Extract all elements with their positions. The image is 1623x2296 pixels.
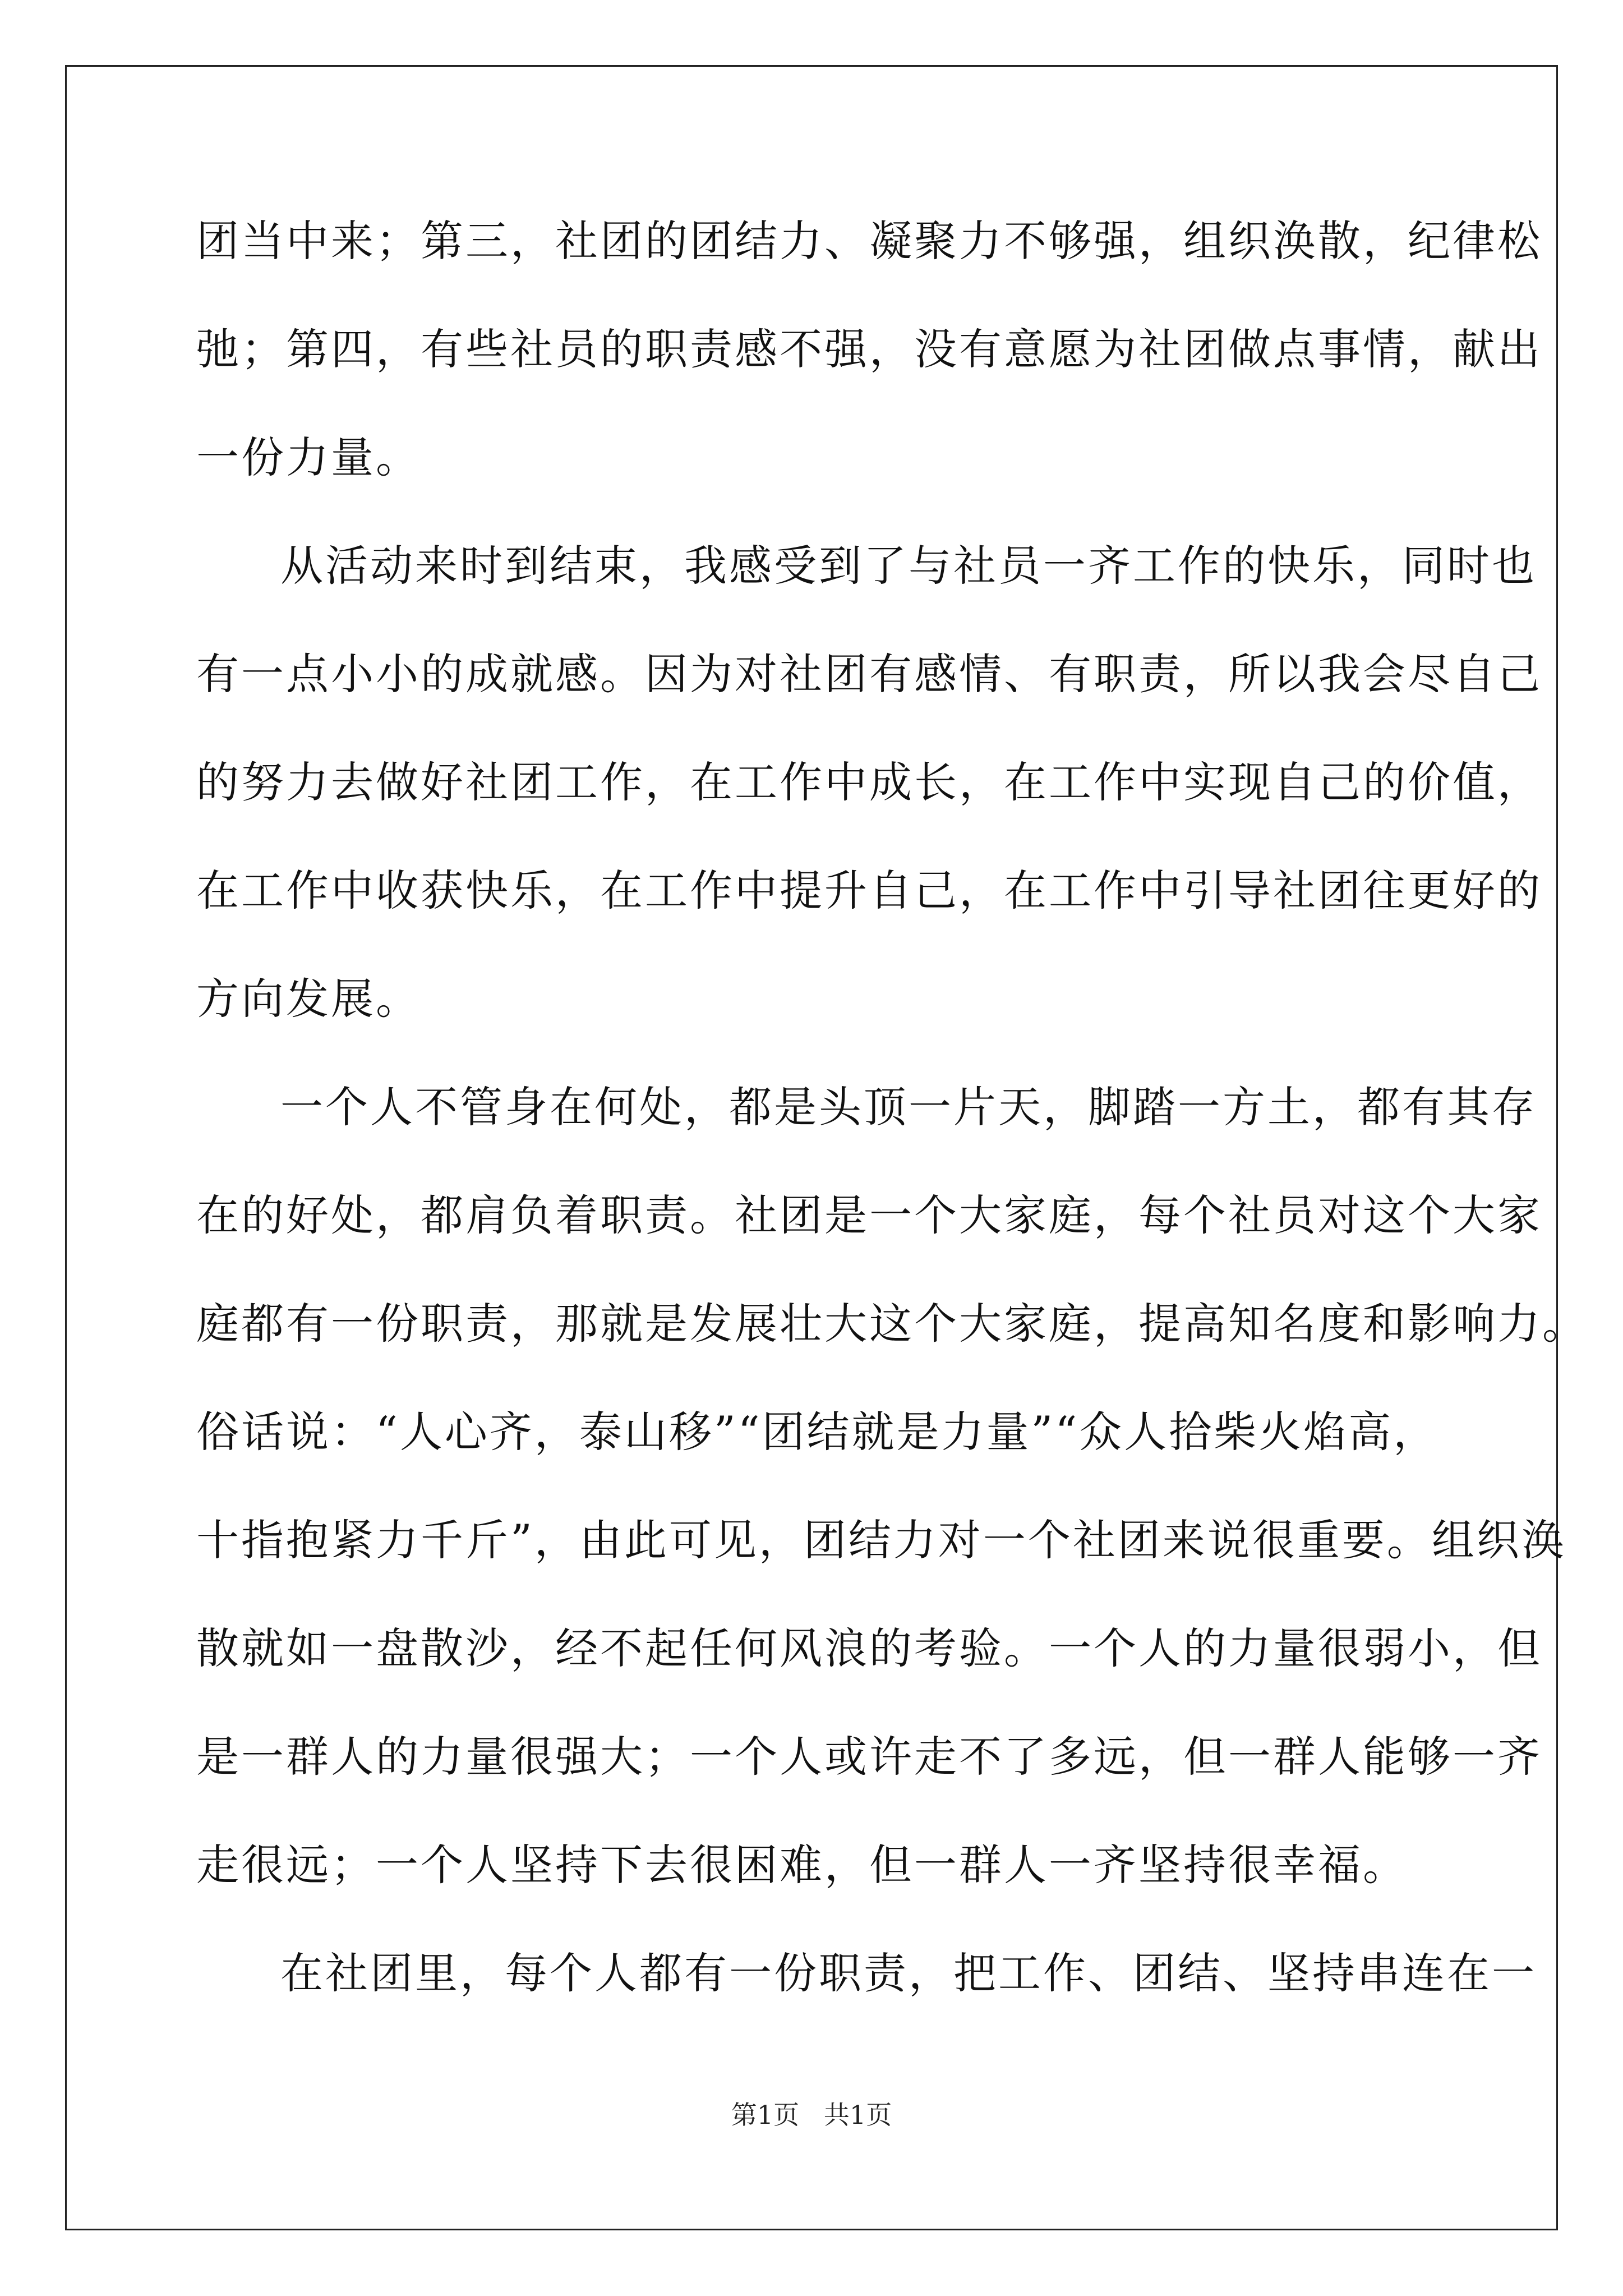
text-line-2: 弛；第四，有些社员的职责感不强，没有意愿为社团做点事情，献出 bbox=[196, 324, 1542, 374]
text-line-17: 在社团里，每个人都有一份职责，把工作、团结、坚持串连在一 bbox=[280, 1948, 1537, 1998]
text-line-14: 散就如一盘散沙，经不起任何风浪的考验。一个人的力量很弱小，但 bbox=[196, 1623, 1542, 1673]
text-line-1: 团当中来；第三，社团的团结力、凝聚力不够强，组织涣散，纪律松 bbox=[196, 216, 1542, 266]
text-line-11: 庭都有一份职责，那就是发展壮大这个大家庭，提高知名度和影响力。 bbox=[196, 1299, 1587, 1349]
text-line-13: 十指抱紧力千斤”，由此可见，团结力对一个社团来说很重要。组织涣 bbox=[196, 1515, 1566, 1565]
text-line-8: 方向发展。 bbox=[196, 974, 421, 1024]
text-line-10: 在的好处，都肩负着职责。社团是一个大家庭，每个社员对这个大家 bbox=[196, 1190, 1542, 1240]
text-line-4: 从活动来时到结束，我感受到了与社员一齐工作的快乐，同时也 bbox=[280, 541, 1537, 591]
text-line-6: 的努力去做好社团工作，在工作中成长，在工作中实现自己的价值， bbox=[196, 757, 1542, 807]
text-line-9: 一个人不管身在何处，都是头顶一片天，脚踏一方土，都有其存 bbox=[280, 1082, 1537, 1132]
text-line-16: 走很远；一个人坚持下去很困难，但一群人一齐坚持很幸福。 bbox=[196, 1840, 1408, 1890]
text-line-15: 是一群人的力量很强大；一个人或许走不了多远，但一群人能够一齐 bbox=[196, 1732, 1542, 1782]
text-line-7: 在工作中收获快乐，在工作中提升自己，在工作中引导社团往更好的 bbox=[196, 866, 1542, 915]
text-line-5: 有一点小小的成就感。因为对社团有感情、有职责，所以我会尽自己 bbox=[196, 649, 1542, 699]
page-border bbox=[65, 65, 1558, 2230]
page-number-footer: 第1页 共1页 bbox=[731, 2100, 892, 2130]
text-line-3: 一份力量。 bbox=[196, 432, 421, 482]
text-line-12: 俗话说：“人心齐，泰山移”“团结就是力量”“众人拾柴火焰高， bbox=[196, 1407, 1438, 1457]
